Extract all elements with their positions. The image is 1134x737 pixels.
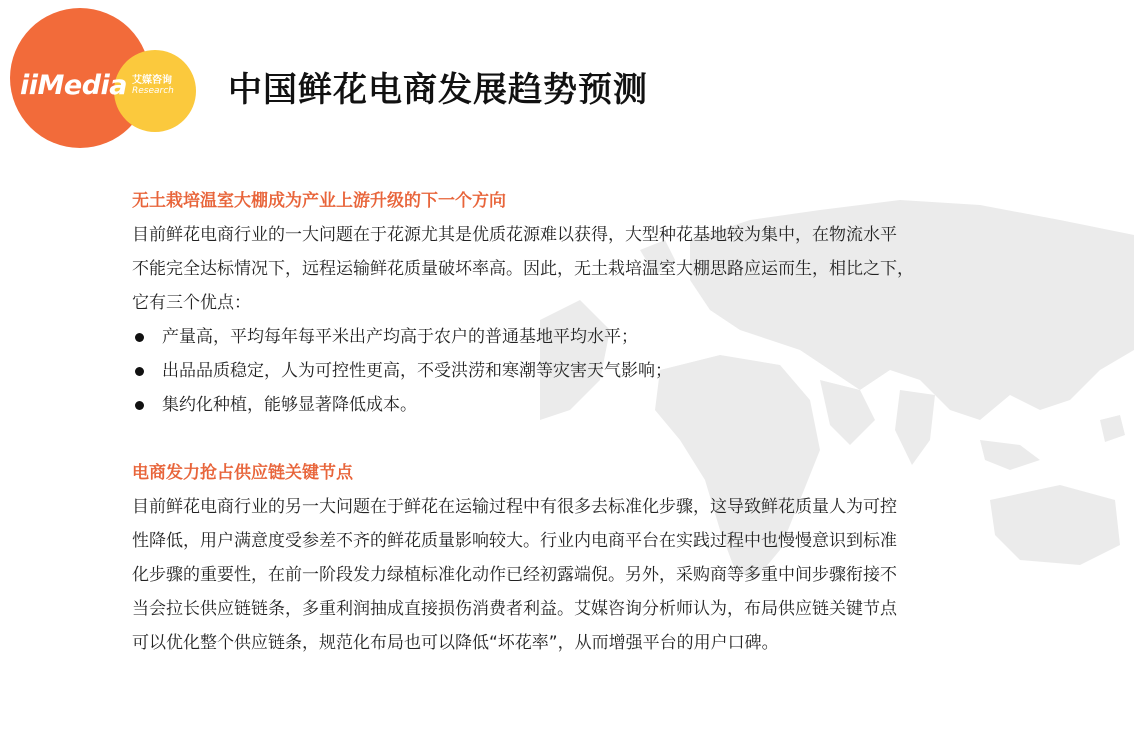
- list-item: [132, 354, 992, 388]
- paragraph-line: 化步骤的重要性，在前一阶段发力绿植标准化动作已经初露端倪。另外，采购商等多重中间步骤衔接不: [132, 565, 897, 585]
- list-item-text: 产量高，平均每年每平米出产均高于农户的普通基地平均水平；: [162, 327, 638, 347]
- paragraph-line: 它有三个优点：: [132, 293, 251, 313]
- iimedia-logo: [10, 8, 200, 158]
- section-spacer: [132, 422, 992, 456]
- page-title: 中国鲜花电商发展趋势预测: [228, 70, 648, 110]
- paragraph-line: 目前鲜花电商行业的另一大问题在于鲜花在运输过程中有很多去标准化步骤，这导致鲜花质量人为可控: [132, 497, 897, 517]
- section-heading-supply-chain: 电商发力抢占供应链关键节点: [132, 463, 353, 483]
- logo-subtitle-cn: 艾媒咨询: [132, 75, 172, 86]
- paragraph-line: 不能完全达标情况下，远程运输鲜花质量破坏率高。因此，无土栽培温室大棚思路应运而生，相比之下，: [132, 259, 914, 279]
- paragraph-line: 可以优化整个供应链条，规范化布局也可以降低“坏花率”，从而增强平台的用户口碑。: [132, 633, 779, 653]
- logo-subtitle: [132, 75, 174, 97]
- list-item: [132, 320, 992, 354]
- list-item-text: 集约化种植，能够显著降低成本。: [162, 395, 417, 415]
- content-body: [132, 184, 992, 660]
- bullet-icon: [135, 333, 144, 342]
- paragraph-line: 性降低，用户满意度受参差不齐的鲜花质量影响较大。行业内电商平台在实践过程中也慢慢意识到标准: [132, 531, 897, 551]
- bullet-icon: [135, 367, 144, 376]
- advantages-list: [132, 320, 992, 422]
- paragraph-line: 当会拉长供应链链条，多重利润抽成直接损伤消费者利益。艾媒咨询分析师认为，布局供应链关键节点: [132, 599, 897, 619]
- logo-subtitle-en: Research: [132, 86, 174, 96]
- list-item: [132, 388, 992, 422]
- bullet-icon: [135, 401, 144, 410]
- paragraph-line: 目前鲜花电商行业的一大问题在于花源尤其是优质花源难以获得，大型种花基地较为集中，在物流水平: [132, 225, 897, 245]
- logo-brand-text: iiMedia: [20, 70, 127, 101]
- list-item-text: 出品品质稳定，人为可控性更高，不受洪涝和寒潮等灾害天气影响；: [162, 361, 672, 381]
- section-heading-soilless: 无土栽培温室大棚成为产业上游升级的下一个方向: [132, 191, 506, 211]
